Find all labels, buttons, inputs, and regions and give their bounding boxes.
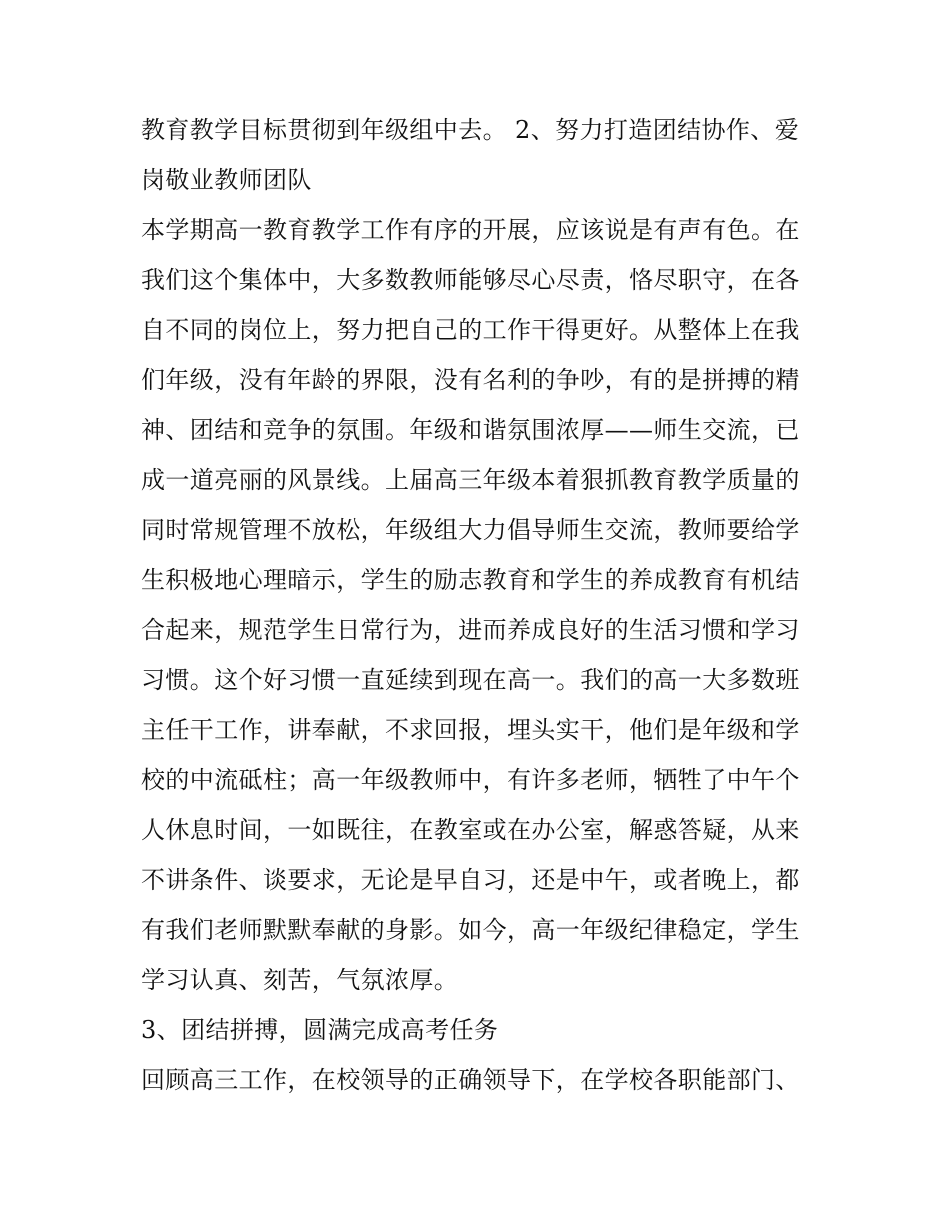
text-line: 学习认真、刻苦，气氛浓厚。 <box>141 966 459 994</box>
text-line: 回顾高三工作，在校领导的正确领导下，在学校各职能部门、 <box>141 1066 800 1094</box>
text-line: 自不同的岗位上，努力把自己的工作干得更好。从整体上在我 <box>141 316 800 344</box>
text-line: 习惯。这个好习惯一直延续到现在高一。我们的高一大多数班 <box>141 666 800 694</box>
text-line: 成一道亮丽的风景线。上届高三年级本着狠抓教育教学质量的 <box>141 466 800 494</box>
text-line: 人休息时间，一如既往，在教室或在办公室，解惑答疑，从来 <box>141 816 800 844</box>
text-line: 我们这个集体中，大多数教师能够尽心尽责，恪尽职守，在各 <box>141 266 800 294</box>
text-line: 主任干工作，讲奉献，不求回报，埋头实干，他们是年级和学 <box>141 716 800 744</box>
text-line: 同时常规管理不放松，年级组大力倡导师生交流，教师要给学 <box>141 516 800 544</box>
text-line: 生积极地心理暗示，学生的励志教育和学生的养成教育有机结 <box>141 566 800 594</box>
text-line: 有我们老师默默奉献的身影。如今，高一年级纪律稳定，学生 <box>141 916 800 944</box>
text-line: 合起来，规范学生日常行为，进而养成良好的生活习惯和学习 <box>141 616 800 644</box>
text-line: 本学期高一教育教学工作有序的开展，应该说是有声有色。在 <box>141 216 800 244</box>
text-line: 不讲条件、谈要求，无论是早自习，还是中午，或者晚上，都 <box>141 866 800 894</box>
text-line: 神、团结和竞争的氛围。年级和谐氛围浓厚——师生交流，已 <box>141 416 800 444</box>
text-line: 岗敬业教师团队 <box>141 166 312 194</box>
section-heading: 3、团结拼搏，圆满完成高考任务 <box>141 1016 499 1044</box>
text-line: 校的中流砥柱；高一年级教师中，有许多老师，牺牲了中午个 <box>141 766 800 794</box>
text-line: 教育教学目标贯彻到年级组中去。 2、努力打造团结协作、爱 <box>141 116 800 144</box>
text-line: 们年级，没有年龄的界限，没有名利的争吵，有的是拼搏的精 <box>141 366 800 394</box>
